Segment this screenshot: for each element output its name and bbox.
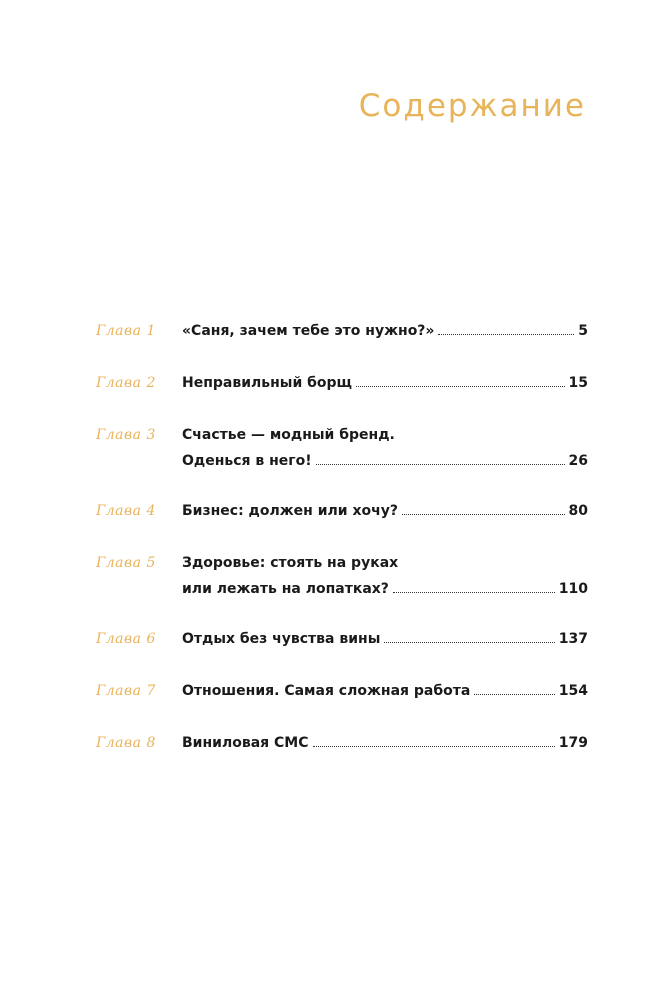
entry-body xyxy=(182,730,588,756)
dot-leader xyxy=(393,592,555,593)
entry-title-first-line: Счастье — модный бренд. xyxy=(182,427,395,443)
chapter-label: Глава 7 xyxy=(96,683,156,699)
chapter-label: Глава 4 xyxy=(96,503,156,519)
toc-entry-7[interactable] xyxy=(96,678,588,704)
page-number: 137 xyxy=(558,631,588,647)
entry-title-line xyxy=(182,318,588,344)
entry-body xyxy=(182,626,588,652)
page-number: 110 xyxy=(558,581,588,597)
toc-entry-5[interactable] xyxy=(96,550,588,602)
chapter-label: Глава 6 xyxy=(96,631,156,647)
dot-leader xyxy=(438,334,574,335)
entry-title-line xyxy=(182,498,588,524)
chapter-label: Глава 3 xyxy=(96,427,156,443)
page-number: 179 xyxy=(558,735,588,751)
entry-title-line xyxy=(182,370,588,396)
toc-entry-8[interactable] xyxy=(96,730,588,756)
chapter-label: Глава 1 xyxy=(96,323,156,339)
entry-body xyxy=(182,678,588,704)
page-number: 80 xyxy=(568,503,588,519)
page-number: 154 xyxy=(558,683,588,699)
entry-title: Оденься в него! xyxy=(182,453,312,469)
toc-entry-3[interactable] xyxy=(96,422,588,474)
dot-leader xyxy=(316,464,565,465)
page-number: 26 xyxy=(568,453,588,469)
entry-title-line xyxy=(182,626,588,652)
page-title: Содержание xyxy=(358,88,586,124)
entry-title: Виниловая СМС xyxy=(182,735,309,751)
entry-body xyxy=(182,550,588,602)
entry-body xyxy=(182,370,588,396)
dot-leader xyxy=(384,642,554,643)
entry-title: «Саня, зачем тебе это нужно?» xyxy=(182,323,435,339)
toc-entry-1[interactable] xyxy=(96,318,588,344)
entry-body xyxy=(182,422,588,474)
page-number: 15 xyxy=(568,375,588,391)
entry-title-first-line: Здоровье: стоять на руках xyxy=(182,555,399,571)
entry-title-line xyxy=(182,730,588,756)
toc-entry-4[interactable] xyxy=(96,498,588,524)
entry-title: Неправильный борщ xyxy=(182,375,353,391)
chapter-label: Глава 8 xyxy=(96,735,156,751)
entry-title-line xyxy=(182,448,588,474)
dot-leader xyxy=(356,386,564,387)
toc-entry-2[interactable] xyxy=(96,370,588,396)
dot-leader xyxy=(474,694,554,695)
chapter-label: Глава 2 xyxy=(96,375,156,391)
entry-title: Отношения. Самая сложная работа xyxy=(182,683,471,699)
entry-title: Бизнес: должен или хочу? xyxy=(182,503,398,519)
dot-leader xyxy=(402,514,565,515)
page-number: 5 xyxy=(578,323,588,339)
dot-leader xyxy=(313,746,555,747)
chapter-label: Глава 5 xyxy=(96,555,156,571)
entry-title: Отдых без чувства вины xyxy=(182,631,381,647)
entry-body xyxy=(182,318,588,344)
toc-entry-6[interactable] xyxy=(96,626,588,652)
entry-title-line xyxy=(182,678,588,704)
entry-title: или лежать на лопатках? xyxy=(182,581,389,597)
entry-body xyxy=(182,498,588,524)
entry-title-line xyxy=(182,576,588,602)
